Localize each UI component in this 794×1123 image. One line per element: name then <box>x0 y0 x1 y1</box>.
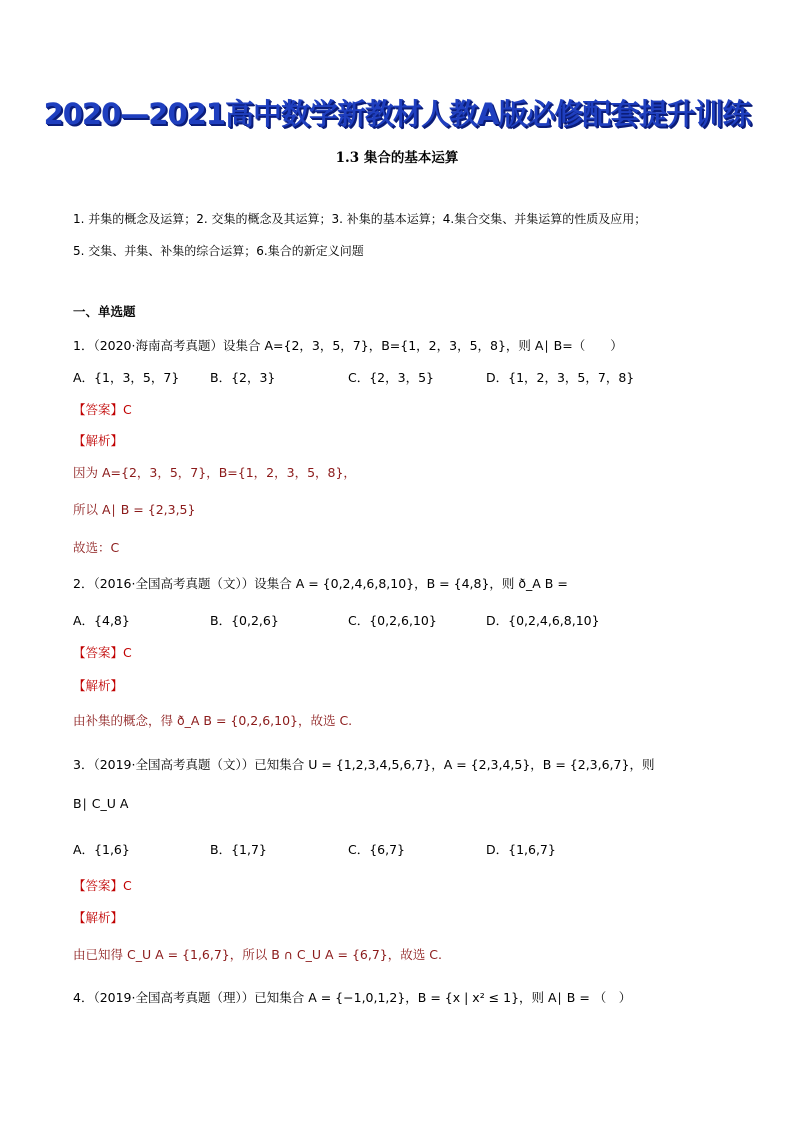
question-1-option-c: C．{2，3，5} <box>348 370 434 385</box>
question-1-solution-3: 故选：C <box>73 540 120 555</box>
question-3-option-b: B．{1,7} <box>210 842 267 857</box>
objectives-line-1: 1. 并集的概念及运算；2. 交集的概念及其运算；3. 补集的基本运算；4.集合交集、并集运算的性质及应用； <box>73 212 647 226</box>
question-2-answer: 【答案】C <box>73 645 132 660</box>
question-1-stem: 1．（2020·海南高考真题）设集合 A={2，3，5，7}，B={1，2，3，5，8}，则 A∣ B=（ ） <box>73 338 623 353</box>
question-1-solution-1: 因为 A={2，3，5，7}，B={1，2，3，5，8}， <box>73 465 356 480</box>
question-1-analysis-label: 【解析】 <box>73 433 124 448</box>
question-3-option-d: D．{1,6,7} <box>486 842 556 857</box>
question-4-stem: 4．（2019·全国高考真题（理））已知集合 A = {−1,0,1,2}，B = {x | x² ≤ 1}，则 A∣ B = （ ） <box>73 990 632 1005</box>
question-3-analysis-label: 【解析】 <box>73 910 124 925</box>
question-3-stem-continued: B∣ C_U A <box>73 796 129 811</box>
question-1-answer: 【答案】C <box>73 402 132 417</box>
question-2-option-b: B．{0,2,6} <box>210 613 279 628</box>
series-banner-title: 2020—2021高中数学新教材人教A版必修配套提升训练 <box>43 97 751 131</box>
question-1-option-d: D．{1，2，3，5，7，8} <box>486 370 635 385</box>
question-2-analysis-label: 【解析】 <box>73 678 124 693</box>
question-3-stem: 3．（2019·全国高考真题（文））已知集合 U = {1,2,3,4,5,6,7}，A = {2,3,4,5}，B = {2,3,6,7}，则 <box>73 757 655 772</box>
question-3-solution-1: 由已知得 C_U A = {1,6,7}，所以 B ∩ C_U A = {6,7}，故选 C. <box>73 947 442 962</box>
question-1-option-b: B．{2，3} <box>210 370 276 385</box>
question-3-option-a: A．{1,6} <box>73 842 130 857</box>
question-2-option-c: C．{0,2,6,10} <box>348 613 437 628</box>
lesson-subtitle: 1.3 集合的基本运算 <box>335 150 459 166</box>
question-1-solution-2: 所以 A∣ B = {2,3,5} <box>73 502 196 517</box>
question-3-answer: 【答案】C <box>73 878 132 893</box>
question-2-option-d: D．{0,2,4,6,8,10} <box>486 613 600 628</box>
question-3-option-c: C．{6,7} <box>348 842 406 857</box>
question-2-option-a: A．{4,8} <box>73 613 130 628</box>
section-title: 一、单选题 <box>73 304 136 319</box>
question-2-stem: 2．（2016·全国高考真题（文））设集合 A = {0,2,4,6,8,10}，B = {4,8}，则 ð_A B = <box>73 576 568 591</box>
objectives-line-2: 5. 交集、并集、补集的综合运算；6.集合的新定义问题 <box>73 244 364 258</box>
question-1-option-a: A．{1，3，5，7} <box>73 370 180 385</box>
question-2-solution-1: 由补集的概念，得 ð_A B = {0,2,6,10}，故选 C. <box>73 713 353 728</box>
